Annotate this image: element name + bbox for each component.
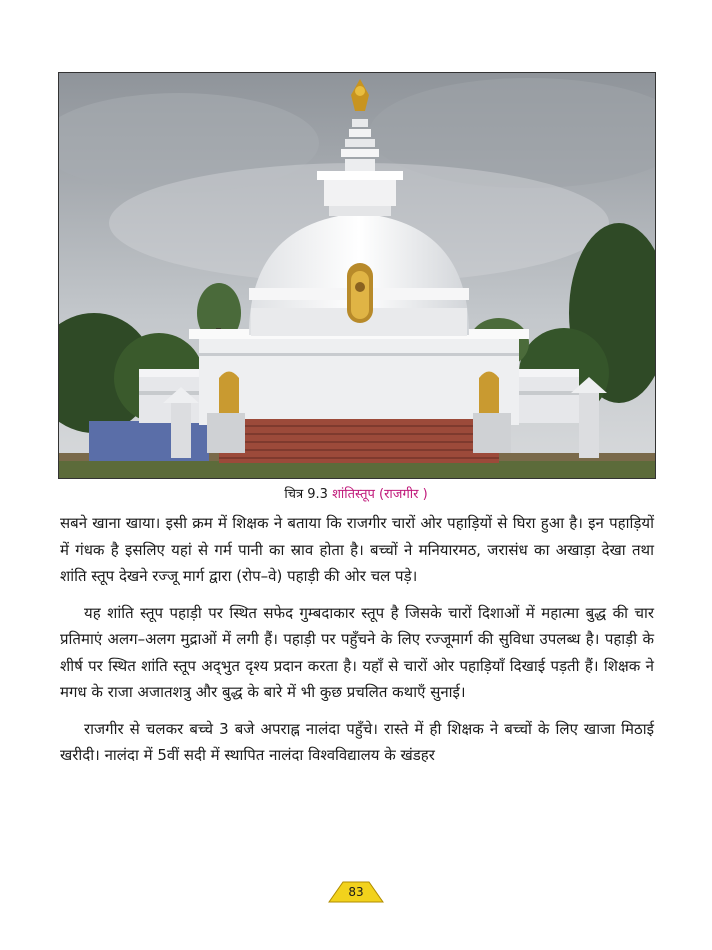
paragraph-1: सबने खाना खाया। इसी क्रम में शिक्षक ने बताया कि राजगीर चारों ओर पहाड़ियों से घिरा हुआ है। इन पहाड़ियों में गंधक है इसलिए यहां से गर्म पानी का स्राव होता है। बच्चों ने मनियारमठ, जरासंध का अखाड़ा देखा तथा शांति स्तूप देखने रज्जू मार्ग द्वारा (रोप–वे) पहाड़ी की ओर चल पड़े। <box>60 514 654 585</box>
page-number-badge <box>327 880 385 904</box>
figure-number: चित्र 9.3 <box>284 487 328 502</box>
body-text <box>60 510 654 779</box>
stupa-photo <box>58 72 656 479</box>
figure-caption <box>0 484 712 502</box>
paragraph-3: राजगीर से चलकर बच्चे 3 बजे अपराह्न नालंदा पहुँचे। रास्ते में ही शिक्षक ने बच्चों के लिए खाजा मिठाई खरीदी। नालंदा में 5वीं सदी में स्थापित नालंदा विश्वविद्यालय के खंडहर <box>60 719 654 764</box>
paragraph-2: यह शांति स्तूप पहाड़ी पर स्थित सफेद गुम्बदाकार स्तूप है जिसके चारों दिशाओं में महात्मा बुद्ध की चार प्रतिमाएं अलग–अलग मुद्राओं में लगी हैं। पहाड़ी पर पहुँचने के लिए रज्जूमार्ग की सुविधा उपलब्ध है। पहाड़ी के शीर्ष पर स्थित शांति स्तूप अद्‌भुत दृश्य प्रदान करता है। यहाँ से चारों ओर पहाड़ियाँ दिखाई पड़ती हैं। शिक्षक ने मगध के राजा अजातशत्रु और बुद्ध के बारे में भी कुछ प्रचलित कथाएँ सुनाई। <box>60 603 654 701</box>
figure-title: शांतिस्तूप (राजगीर ) <box>332 487 428 502</box>
page-number: 83 <box>348 885 364 899</box>
stupa-illustration <box>59 73 655 478</box>
